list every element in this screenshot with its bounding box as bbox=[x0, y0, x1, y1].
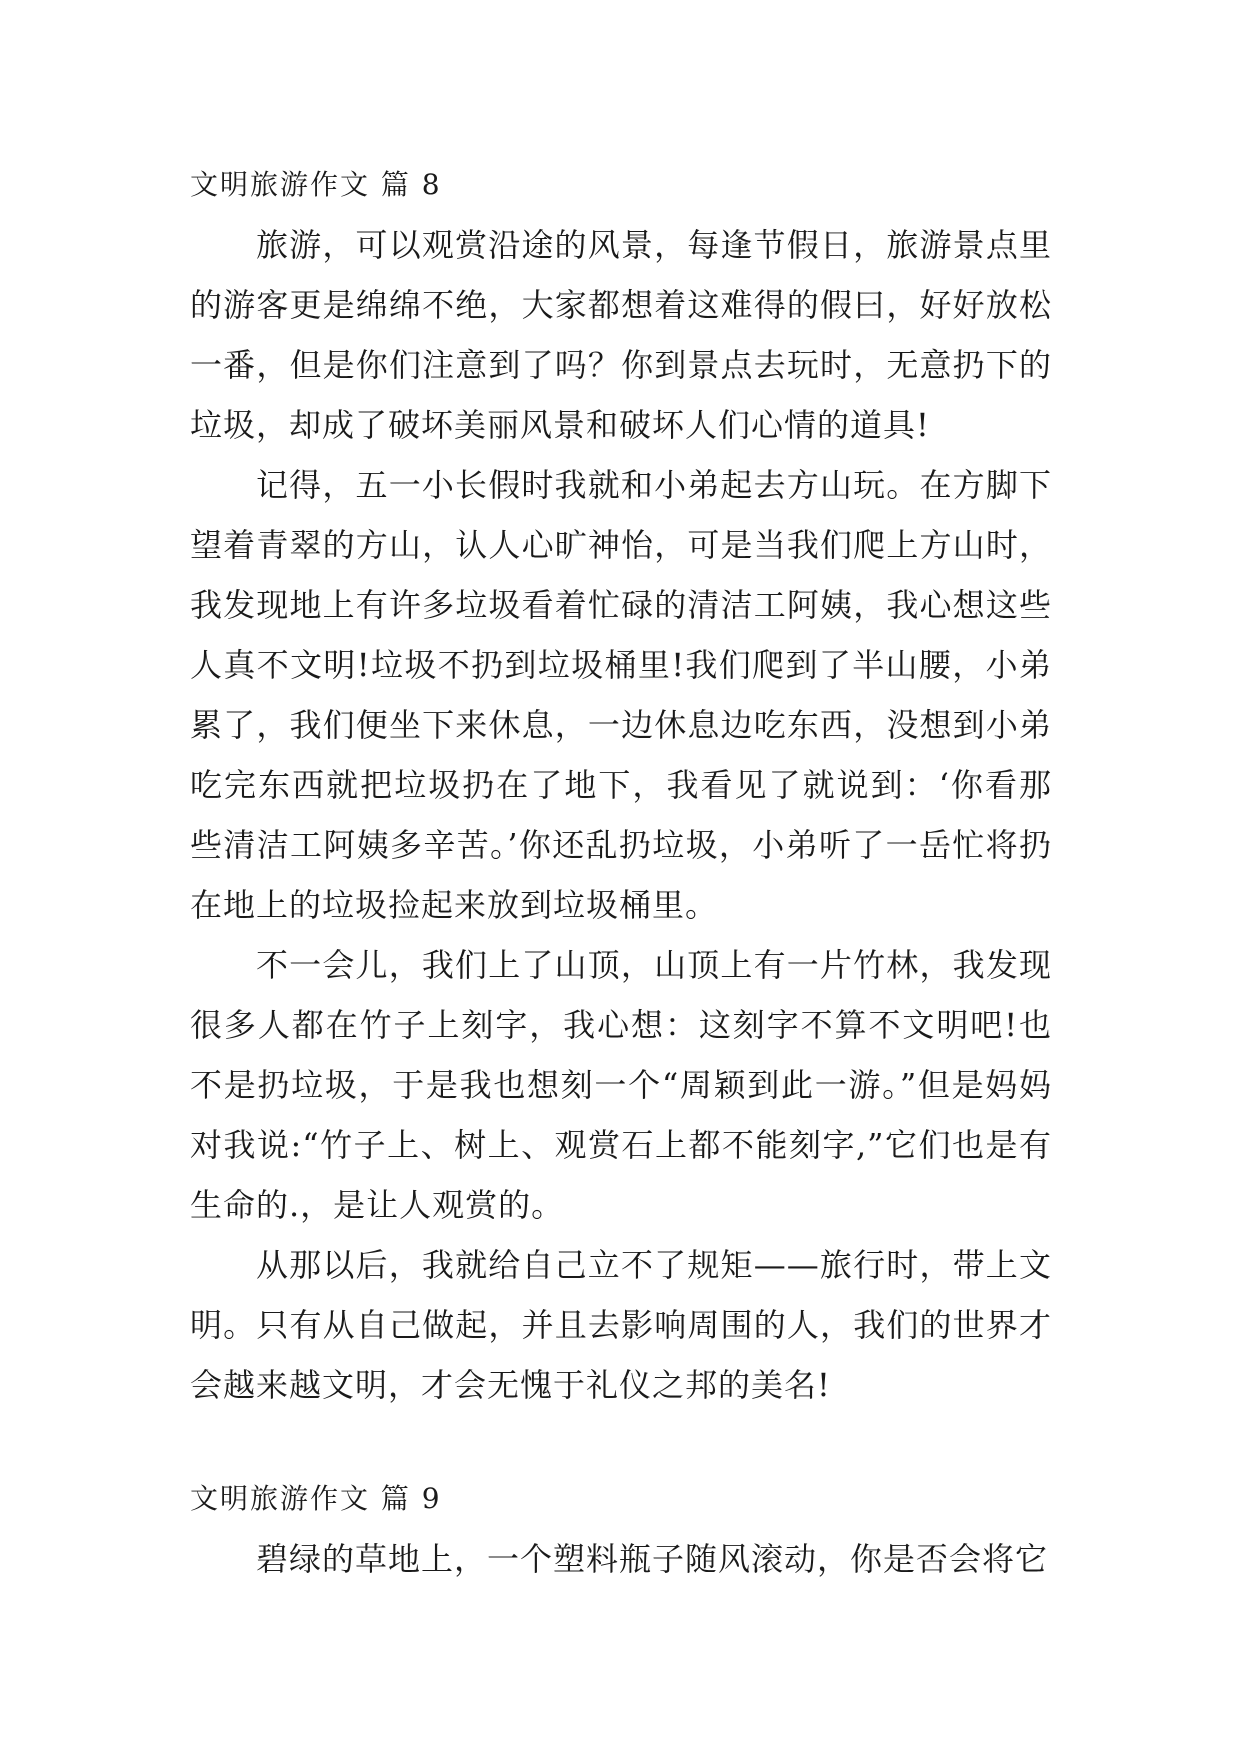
paragraph: 不一会儿，我们上了山顶，山顶上有一片竹林，我发现很多人都在竹子上刻字，我心想：这刻字不算不文明吧!也不是扔垃圾，于是我也想刻一个“周颖到此一游。”但是妈妈对我说:“竹子上、树上、观赏石上都不能刻字,”它们也是有生命的.，是让人观赏的。 bbox=[190, 946, 1052, 1224]
paragraph: 旅游，可以观赏沿途的风景，每逢节假日，旅游景点里的游客更是绵绵不绝，大家都想着这难得的假曰，好好放松一番，但是你们注意到了吗？你到景点去玩时，无意扔下的垃圾，却成了破坏美丽风景和破坏人们心情的道具! bbox=[190, 226, 1052, 444]
section-spacer bbox=[190, 1415, 1052, 1469]
section-title-9: 文明旅游作文 篇 9 bbox=[190, 1482, 442, 1515]
document-body bbox=[190, 155, 1052, 1589]
paragraph: 从那以后，我就给自己立不了规矩——旅行时，带上文明。只有从自己做起，并且去影响周围的人，我们的世界才会越来越文明，才会无愧于礼仪之邦的美名! bbox=[190, 1246, 1052, 1404]
section-title-8: 文明旅游作文 篇 8 bbox=[190, 168, 442, 201]
paragraph: 碧绿的草地上，一个塑料瓶子随风滚动，你是否会将它 bbox=[256, 1540, 1049, 1578]
paragraph: 记得，五一小长假时我就和小弟起去方山玩。在方脚下望着青翠的方山，认人心旷神怡，可是当我们爬上方山时，我发现地上有许多垃圾看着忙碌的清洁工阿姨，我心想这些人真不文明!垃圾不扔到垃圾桶里!我们爬到了半山腰，小弟累了，我们便坐下来休息，一边休息边吃东西，没想到小弟吃完东西就把垃圾扔在了地下，我看见了就说到：‘你看那些清洁工阿姨多辛苦。’你还乱扔垃圾，小弟听了一岳忙将扔在地上的垃圾捡起来放到垃圾桶里。 bbox=[190, 466, 1052, 924]
